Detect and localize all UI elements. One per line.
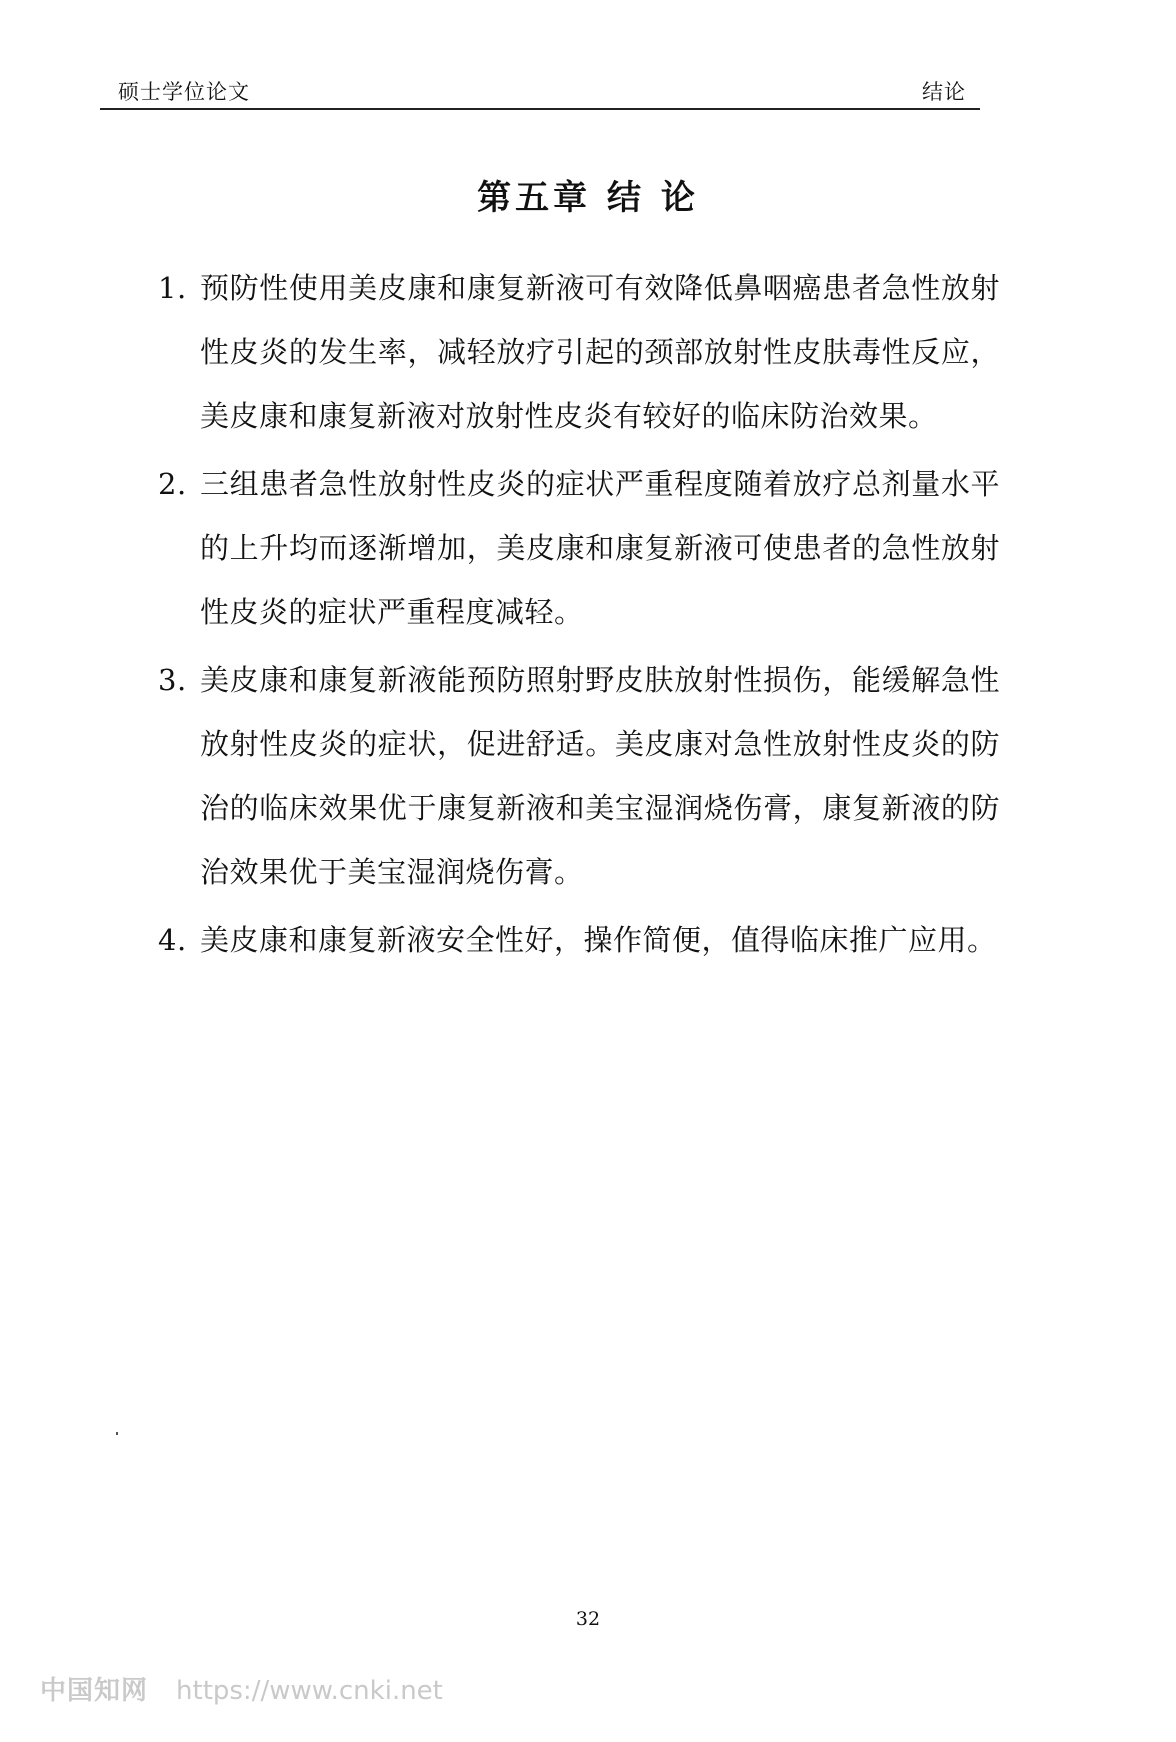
conclusion-text: 三组患者急性放射性皮炎的症状严重程度随着放疗总剂量水平的上升均而逐渐增加，美皮康和康复新液可使患者的急性放射性皮炎的症状严重程度减轻。 (200, 467, 1000, 629)
conclusion-number: 4. (158, 923, 187, 957)
header-chapter-name: 结论 (922, 80, 966, 104)
running-header (100, 72, 980, 110)
page-number: 32 (575, 1608, 601, 1630)
conclusion-text: 美皮康和康复新液能预防照射野皮肤放射性损伤，能缓解急性放射性皮炎的症状，促进舒适。美皮康对急性放射性皮炎的防治的临床效果优于康复新液和美宝湿润烧伤膏，康复新液的防治效果优于美宝湿润烧伤膏。 (200, 663, 1000, 889)
conclusion-text: 美皮康和康复新液安全性好，操作简便，值得临床推广应用。 (200, 923, 997, 957)
conclusion-number: 3. (158, 663, 187, 697)
conclusion-item-4 (158, 908, 1000, 972)
conclusion-number: 2. (158, 467, 187, 501)
watermark-url: https://www.cnki.net (176, 1676, 443, 1706)
conclusion-text: 预防性使用美皮康和康复新液可有效降低鼻咽癌患者急性放射性皮炎的发生率，减轻放疗引起的颈部放射性皮肤毒性反应，美皮康和康复新液对放射性皮炎有较好的临床防治效果。 (200, 271, 1000, 433)
conclusion-item-2 (158, 452, 1000, 644)
header-thesis-type: 硕士学位论文 (118, 80, 250, 104)
conclusion-number: 1. (158, 271, 187, 305)
cnki-watermark (40, 1670, 443, 1707)
chapter-title: 第五章 结 论 (477, 178, 699, 218)
scan-speck (116, 1432, 118, 1435)
conclusion-item-3 (158, 648, 1000, 904)
conclusion-item-1 (158, 256, 1000, 448)
watermark-logo: 中国知网 (40, 1676, 149, 1706)
conclusion-list (158, 256, 1000, 976)
